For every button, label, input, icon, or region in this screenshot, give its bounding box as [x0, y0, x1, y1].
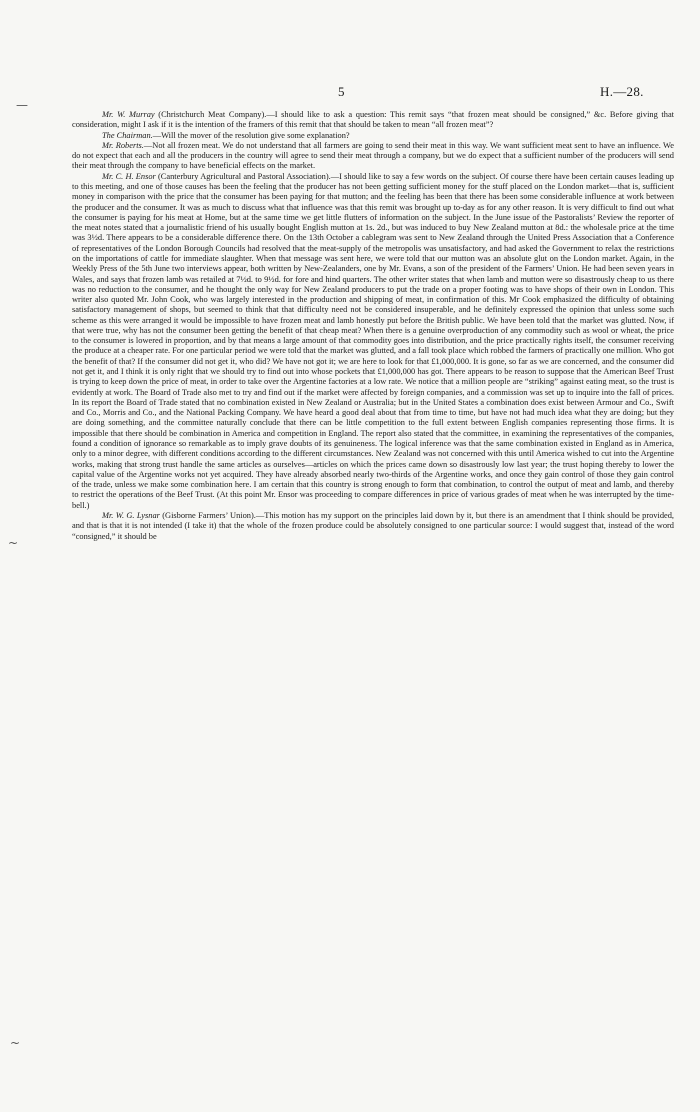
document-reference: H.—28. [600, 84, 644, 99]
paragraph-text: (Christchurch Meat Company).—I should like to ask a question: This remit says “that frozen meat should be consigned,” &c. Before giving that consideration, might I ask if it is the intention of the framers of this remit that that should be taken to mean “all frozen meat”? [72, 110, 674, 130]
speaker-name: The Chairman. [102, 130, 153, 140]
margin-mark-middle: ~ [8, 536, 19, 550]
paragraph-text: —Will the mover of the resolution give some explanation? [152, 130, 350, 140]
paragraph-text: (Gisborne Farmers’ Union).—This motion has my support on the principles laid down by it, but there is an amendment that I think should be provided, and that is that it is not intended (I take it) that the whole of the frozen produce could be absolutely consigned to one particular source: I would suggest that, instead of the word “consigned,” it should be [72, 510, 674, 541]
margin-mark-bottom: ~ [10, 1036, 21, 1050]
speaker-name: Mr. W. G. Lysnar [102, 510, 160, 520]
speaker-name: Mr. W. Murray [102, 110, 155, 119]
paragraph-roberts [72, 141, 674, 172]
margin-mark-top: — [16, 98, 28, 112]
speaker-name: Mr. C. H. Ensor [102, 171, 156, 181]
paragraph-chairman [72, 131, 674, 141]
paragraph-ensor [72, 172, 674, 511]
page-number: 5 [338, 84, 345, 99]
body-text [72, 110, 674, 542]
paragraph-murray [72, 110, 674, 131]
paragraph-text: (Canterbury Agricultural and Pastoral Association).—I should like to say a few words on the subject. Of course there have been certain causes leading up to this meeting, and one of those causes has been the feeling that the producer has not been getting sufficient money for the stuff placed on the London market—that is, sufficient money in comparison with the price that the consumer has been paying for that mutton; and the feeling has been that there has been some considerable influence at work between the producer and the consumer. It was as much to discuss what that influence was that this remit was brought up to-day as for any other reason. It is very difficult to find out what the consumer is paying for his meat at Home, but at the same time we get little flutters of information on the subject. In the June issue of the Pastoralists’ Review the reporter of the meat notes stated that a journalistic friend of his usually bought English mutton at 1s. 2d., but was induced to buy New Zealand mutton at 8d.: the wholesale price at the time was 3½d. There appears to be a considerable difference there. On the 13th October a cablegram was sent to New Zealand through the United Press Association that a Conference of representatives of the London Borough Councils had resolved that the meat-supply of the metropolis was unsatisfactory, and had asked the Government to relax the restrictions on the importations of cattle for immediate slaughter. When that message was sent here, we were told that our mutton was an absolute glut on the London market. Again, in the Weekly Press of the 5th June two interviews appear, both written by New-Zealanders, one by Mr. Evans, a son of the president of the Farmers’ Union. He had been seven years in Wales, and says that frozen lamb was retailed at 7½d. to 9½d. for fore and hind quarters. The other writer states that when lamb and mutton were so disastrously cheap to us there was no reduction to the consumer, and he thought the only way for New Zealand producers to put the trade on a proper footing was to have shops of their own in London. This writer also quoted Mr. John Cook, who was largely interested in the production and shipping of meat, in confirmation of this. Mr Cook emphasized the difficulty of obtaining satisfactory management of shops, but seemed to think that that difficulty need not be considered insuperable, and he definitely expressed the opinion that unless some such scheme as this were arranged it would be impossible to have frozen meat and lamb honestly put before the British public. We have been told that the market was glutted. Now, if that were true, why has not the consumer been getting the benefit of that cheap meat? When there is a genuine overproduction of any commodity such as wool or wheat, the price to the consumer is lowered in proportion, and by that means a large amount of that commodity goes into distribution, and the price practically rights itself, the consumer receiving the produce at a cheaper rate. For one particular period we were told that the market was glutted, and a fall took place which robbed the farmers of practically one million. Who got the benefit of that? If the consumer did not get it, who did? We have not got it; we are here to look for that £1,000,000. It is gone, so far as we are concerned, and the consumer did not get it, and I think it is only right that we should try to find out into whose pockets that £1,000,000 has got. There appears to be reason to suppose that the American Beef Trust is trying to keep down the price of meat, in order to take over the Argentine factories at a low rate. We notice that a million people are “striking” against eating meat, so the trust is evidently at work. The Board of Trade also met to try and find out if the market were affected by foreign companies, and a commission was set up to inquire into the fall of prices. In its report the Board of Trade stated that no combination existed in New Zealand or Australia; but in the United States a combination does exist between Armour and Co., Swift and Co., Morris and Co., and the National Packing Company. We have heard a good deal about that from time to time, but have not had much idea what they are doing; but they are doing something, and the committee naturally conclude that there can be little competition to the full extent between English companies representing those firms. It is impossible that there should be combination in America and competition in England. The report also stated that the committee, in examining the representatives of the companies, found a condition of ignorance so remarkable as to imply grave doubts of its genuineness. The logical inference was that the same combination existed in England as in America, only to a minor degree, with different conditions according to the different circumstances. New Zealand was not concerned with this until America wished to cut into the Argentine works, making that strong trust handle the same articles as ourselves—articles on which the prices came down so disastrously low last year; the trust hoping thereby to lower the capital value of the Argentine works not yet acquired. They have already absorbed nearly two-thirds of the Argentine works, and once they gain control of those they gain control of the trade, unless we make some combination here. I am certain that this country is strong enough to form that combination, to control the output of meat and lamb, and thereby to restrict the operations of the Beef Trust. (At this point Mr. Ensor was proceeding to compare differences in price of various grades of meat when he was interrupted by the time-bell.) [72, 171, 674, 510]
paragraph-lysnar [72, 511, 674, 542]
speaker-name: Mr. Roberts. [102, 140, 144, 150]
paragraph-text: —Not all frozen meat. We do not understand that all farmers are going to send their meat in this way. We want sufficient meat sent to have an influence. We do not expect that each and all the producers in the country will agree to send their meat through a company, but we do expect that a sufficient number of the producers will send their meat through the company to have beneficial effects on the market. [72, 140, 674, 171]
